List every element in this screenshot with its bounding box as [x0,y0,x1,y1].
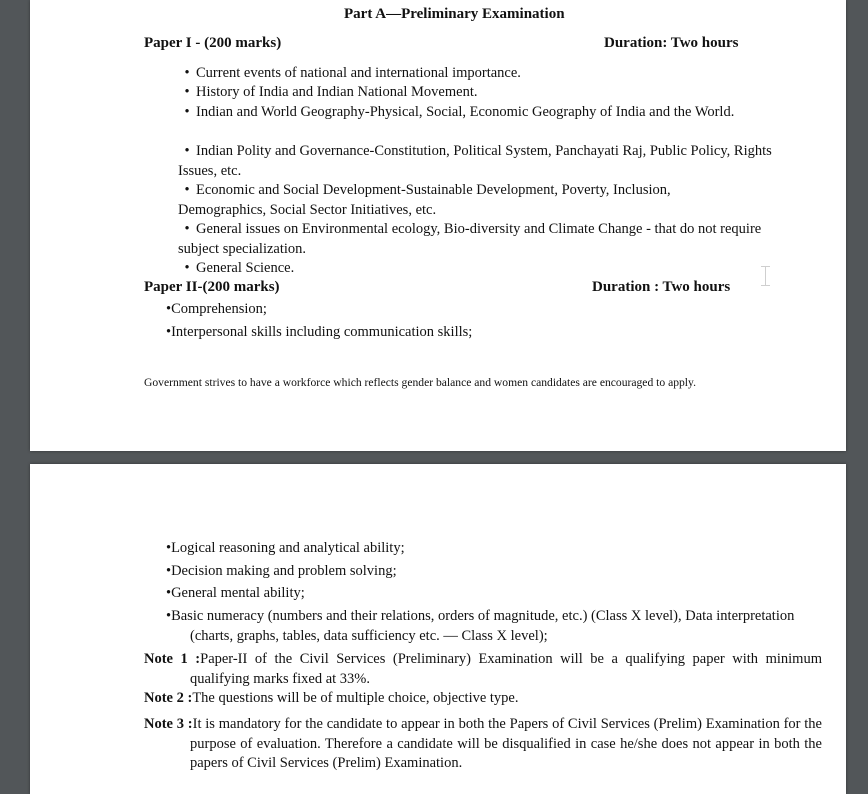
list-item: •Logical reasoning and analytical ability; [166,540,405,556]
note-2: Note 2 :The questions will be of multiple choice, objective type. [144,690,519,706]
list-item: • Economic and Social Development-Sustainable Development, Poverty, Inclusion, Demographics, Social Sector Initiatives, etc. [178,182,671,218]
list-item: • General issues on Environmental ecology, Bio-diversity and Climate Change - that do not require subject specialization. [178,221,762,257]
list-item: •Comprehension; [166,301,267,317]
list-item: • Indian and World Geography-Physical, Social, Economic Geography of India and the World. [184,104,735,120]
list-item: •Interpersonal skills including communication skills; [166,324,473,340]
list-item: • General Science. [184,260,295,276]
list-item: •Basic numeracy (numbers and their relations, orders of magnitude, etc.) (Class X level), Data interpretation (charts, graphs, tables, data sufficiency etc. — Class X level); [166,608,795,644]
paper2-duration: Duration : Two hours [592,279,731,295]
section-title: Part A—Preliminary Examination [344,6,565,22]
list-item: • Indian Polity and Governance-Constitution, Political System, Panchayati Raj, Public Policy, Rights Issues, etc. [178,143,772,179]
paper1-heading: Paper I - (200 marks) [144,35,282,51]
gender-balance-note: Government strives to have a workforce which reflects gender balance and women candidates are encouraged to apply. [144,376,696,389]
document-page-1 [30,0,846,451]
paper2-heading: Paper II-(200 marks) [144,279,280,295]
list-item: •General mental ability; [166,585,305,601]
text-cursor-icon [765,266,768,286]
note-3: Note 3 :It is mandatory for the candidate to appear in both the Papers of Civil Services (Prelim) Examination for the purpose of evaluation. Therefore a candidate will be disqualified in case he/she does not appear in both the papers of Civil Services (Prelim) Examination. [144,716,822,771]
document-page-2 [30,464,846,794]
paper1-duration: Duration: Two hours [604,35,739,51]
list-item: •Decision making and problem solving; [166,563,397,579]
list-item: • Current events of national and international importance. [184,65,521,81]
list-item: • History of India and Indian National Movement. [184,84,478,100]
note-1: Note 1 :Paper-II of the Civil Services (Preliminary) Examination will be a qualifying paper with minimum qualifying marks fixed at 33%. [144,651,822,687]
